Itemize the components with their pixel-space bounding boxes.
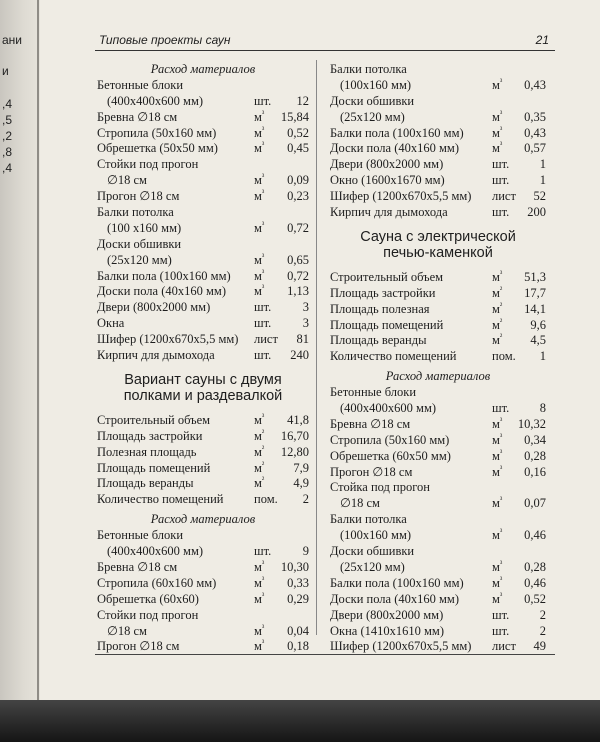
item-value: 52	[533, 189, 546, 204]
item-unit: $м^{^3}$	[492, 495, 503, 511]
item-unit: $м^{^3}$	[492, 108, 503, 124]
item-unit: $м^{^2}$	[254, 459, 265, 475]
item-unit: $м^{^3}$	[492, 527, 503, 543]
item-value: 0,09	[287, 173, 309, 188]
table-row	[330, 141, 546, 157]
item-unit: $м^{^2}$	[492, 316, 503, 332]
item-name: Площадь полезная	[330, 301, 430, 316]
materials-list	[330, 62, 546, 221]
item-name: Количество помещений	[97, 492, 224, 507]
item-name: Доски обшивки	[330, 544, 415, 559]
item-value: 0,43	[524, 125, 546, 140]
item-value: 9	[302, 544, 309, 559]
item-name: Бетонные блоки	[330, 385, 417, 400]
item-value: 3	[302, 300, 309, 315]
item-value: 12	[296, 93, 309, 108]
item-unit: пом.	[492, 349, 516, 364]
item-value: 16,70	[280, 428, 309, 443]
item-value: 0,29	[287, 591, 309, 606]
item-value: 0,52	[524, 591, 546, 606]
table-row	[97, 157, 309, 173]
section-title: Расход материалов	[150, 62, 256, 76]
section-title: Расход материалов	[150, 512, 256, 527]
item-name: Стойки под прогон	[97, 607, 199, 622]
materials-list	[97, 78, 309, 364]
item-name: (400х400х600 мм)	[340, 401, 437, 416]
item-unit: $м^{^3}$	[254, 590, 265, 606]
scan-background	[0, 700, 600, 742]
item-value: 0,16	[524, 464, 546, 479]
table-row	[97, 173, 309, 189]
item-unit: $м^{^3}$	[492, 447, 503, 463]
table-row	[330, 126, 546, 142]
table-row	[97, 237, 309, 253]
item-unit: $м^{^3}$	[492, 268, 503, 284]
item-unit: шт.	[492, 401, 510, 416]
item-value: 0,46	[524, 575, 546, 590]
item-unit: $м^{^3}$	[254, 574, 265, 590]
item-value: 2	[539, 607, 546, 622]
item-value: 14,1	[524, 301, 546, 316]
running-header	[95, 32, 555, 51]
table-row	[97, 476, 309, 492]
item-value: 9,6	[530, 317, 546, 332]
item-value: 0,43	[524, 77, 546, 92]
table-row	[97, 576, 309, 592]
item-value: 3	[302, 316, 309, 331]
item-unit: $м^{^3}$	[492, 590, 503, 606]
item-unit: $м^{^3}$	[492, 140, 503, 156]
item-name: Шифер (1200х670х5,5 мм)	[97, 332, 239, 347]
item-name: Стропила (50х160 мм)	[97, 125, 217, 140]
item-name: Окна	[97, 316, 125, 331]
footer-rule	[95, 654, 555, 655]
page-number: 21	[535, 33, 549, 47]
item-unit: $м^{^2}$	[254, 427, 265, 443]
table-row	[330, 544, 546, 560]
item-name: Балки потолка	[330, 512, 407, 527]
table-row	[97, 413, 309, 429]
item-name: Бревна ∅18 см	[97, 559, 178, 574]
item-value: 2	[539, 623, 546, 638]
item-name: Балки пола (100х160 мм)	[330, 125, 464, 140]
item-unit: $м^{^3}$	[492, 431, 503, 447]
item-name: (400х400х600 мм)	[107, 544, 204, 559]
table-row	[330, 189, 546, 205]
item-name: Балки потолка	[330, 62, 407, 76]
table-row	[97, 141, 309, 157]
item-unit: $м^{^2}$	[492, 284, 503, 300]
item-value: 8	[539, 401, 546, 416]
table-row	[97, 269, 309, 285]
table-row	[330, 576, 546, 592]
item-name: (25х120 мм)	[340, 109, 405, 124]
item-value: 0,72	[287, 268, 309, 283]
table-row	[330, 302, 546, 318]
item-value: 49	[533, 639, 546, 654]
item-value: 0,46	[524, 528, 546, 543]
item-value: 0,23	[287, 189, 309, 204]
section-heading	[330, 229, 546, 262]
table-row	[330, 433, 546, 449]
table-row	[330, 417, 546, 433]
item-value: 0,28	[524, 448, 546, 463]
item-name: Окна (1410х1610 мм)	[330, 623, 444, 638]
item-unit: $м^{^3}$	[254, 187, 265, 204]
item-name: Стойка под прогон	[330, 480, 430, 495]
item-name: Окно (1600х1670 мм)	[330, 173, 445, 188]
margin-fragment: ани	[2, 33, 23, 47]
item-name: Стропила (60х160 мм)	[97, 575, 217, 590]
previous-page-edge	[0, 0, 40, 706]
table-row	[330, 94, 546, 110]
item-unit: шт.	[492, 157, 510, 172]
item-unit: шт.	[254, 93, 272, 108]
materials-list	[330, 385, 546, 655]
table-row	[97, 492, 309, 508]
table-row	[97, 253, 309, 269]
item-name: Площадь застройки	[330, 285, 436, 300]
item-unit: $м^{^3}$	[492, 76, 503, 92]
item-unit: $м^{^2}$	[254, 443, 265, 459]
table-row	[97, 205, 309, 221]
item-name: ∅18 см	[107, 173, 147, 188]
item-value: 2	[302, 492, 309, 507]
table-row	[97, 429, 309, 445]
table-row	[97, 300, 309, 316]
item-value: 1	[539, 349, 546, 364]
item-value: 0,28	[524, 559, 546, 574]
running-title: Типовые проекты саун	[99, 33, 231, 47]
item-unit: шт.	[254, 348, 272, 363]
table-row	[97, 332, 309, 348]
item-name: Доски обшивки	[330, 93, 415, 108]
table-row	[330, 512, 546, 528]
item-name: Бревна ∅18 см	[330, 416, 411, 431]
table-row	[330, 62, 546, 78]
table-row	[330, 639, 546, 655]
item-name: Бетонные блоки	[97, 528, 184, 543]
item-value: 1,13	[287, 284, 309, 299]
heading-line: полками и раздевалкой	[123, 388, 283, 405]
item-unit: $м^{^3}$	[254, 411, 265, 427]
table-row	[97, 445, 309, 461]
table-row	[97, 221, 309, 237]
table-row	[97, 592, 309, 608]
margin-fragment: ,8	[2, 145, 13, 159]
item-value: 7,9	[293, 460, 309, 475]
column-divider	[316, 60, 317, 635]
item-name: Количество помещений	[330, 349, 457, 364]
item-name: Балки пола (100х160 мм)	[330, 575, 464, 590]
item-name: Обрешетка (60х60)	[97, 591, 199, 606]
item-value: 0,65	[287, 252, 309, 267]
table-row	[330, 157, 546, 173]
item-value: 4,9	[293, 476, 309, 491]
heading-line: Сауна с электрической	[360, 228, 516, 245]
table-row	[330, 480, 546, 496]
item-name: Прогон ∅18 см	[97, 639, 180, 654]
item-unit: $м^{^2}$	[492, 332, 503, 348]
item-name: Обрешетка (50х50 мм)	[97, 141, 218, 156]
item-name: (25х120 мм)	[340, 559, 405, 574]
item-name: Полезная площадь	[97, 444, 197, 459]
item-value: 200	[527, 205, 546, 220]
item-value: 0,04	[287, 623, 309, 638]
item-name: ∅18 см	[340, 496, 380, 511]
item-name: Площадь веранды	[97, 476, 194, 491]
table-row	[97, 94, 309, 110]
item-value: 12,80	[280, 444, 309, 459]
item-value: 15,84	[280, 109, 309, 124]
table-row	[330, 624, 546, 640]
table-row	[97, 608, 309, 624]
item-name: Кирпич для дымохода	[97, 348, 215, 363]
item-unit: $м^{^3}$	[492, 558, 503, 574]
table-row	[330, 318, 546, 334]
item-name: Площадь помещений	[330, 317, 444, 332]
item-value: 0,72	[287, 220, 309, 235]
item-unit: $м^{^3}$	[254, 267, 265, 283]
item-unit: $м^{^3}$	[492, 415, 503, 431]
item-name: (400х400х600 мм)	[107, 93, 204, 108]
table-row	[97, 189, 309, 205]
table-row	[330, 465, 546, 481]
table-row	[330, 496, 546, 512]
item-unit: лист	[492, 639, 516, 654]
item-name: (25х120 мм)	[107, 252, 172, 267]
table-row	[97, 126, 309, 142]
item-value: 0,52	[287, 125, 309, 140]
item-unit: $м^{^3}$	[254, 558, 265, 574]
item-value: 1	[539, 157, 546, 172]
table-row	[330, 78, 546, 94]
item-name: Доски обшивки	[97, 236, 182, 251]
item-unit: $м^{^3}$	[254, 124, 265, 140]
item-unit: $м^{^3}$	[254, 140, 265, 156]
item-value: 240	[290, 348, 309, 363]
item-value: 4,5	[530, 333, 546, 348]
item-unit: $м^{^2}$	[492, 300, 503, 316]
item-value: 0,07	[524, 496, 546, 511]
item-unit: $м^{^3}$	[492, 463, 503, 479]
table-row	[97, 461, 309, 477]
item-name: (100 х160 мм)	[107, 220, 182, 235]
table-row	[330, 592, 546, 608]
item-unit: шт.	[254, 544, 272, 559]
item-name: Прогон ∅18 см	[97, 189, 180, 204]
table-row	[330, 401, 546, 417]
item-unit: $м^{^3}$	[492, 574, 503, 590]
item-unit: шт.	[492, 607, 510, 622]
item-unit: шт.	[254, 316, 272, 331]
table-row	[97, 78, 309, 94]
item-value: 41,8	[287, 412, 309, 427]
table-row	[330, 528, 546, 544]
table-row	[330, 270, 546, 286]
materials-list	[97, 528, 309, 655]
item-value: 10,30	[280, 559, 309, 574]
margin-fragment: ,4	[2, 161, 13, 175]
item-name: Балки пола (100х160 мм)	[97, 268, 231, 283]
item-value: 0,45	[287, 141, 309, 156]
item-unit: $м^{^3}$	[254, 622, 265, 638]
table-row	[97, 544, 309, 560]
item-value: 51,3	[524, 269, 546, 284]
item-unit: лист	[254, 332, 278, 347]
item-value: 0,34	[524, 432, 546, 447]
item-name: Площадь веранды	[330, 333, 427, 348]
heading-line: печью-каменкой	[383, 245, 493, 262]
item-name: Доски пола (40х160 мм)	[330, 141, 459, 156]
item-value: 0,18	[287, 639, 309, 654]
margin-fragment: ,2	[2, 129, 13, 143]
item-value: 17,7	[524, 285, 546, 300]
margin-fragment: ,5	[2, 113, 13, 127]
right-column	[330, 62, 546, 655]
item-name: Бетонные блоки	[97, 77, 184, 92]
item-name: (100х160 мм)	[340, 77, 412, 92]
table-row	[97, 284, 309, 300]
item-name: ∅18 см	[107, 623, 147, 638]
item-name: Доски пола (40х160 мм)	[330, 591, 459, 606]
table-row	[330, 205, 546, 221]
item-name: Стойки под прогон	[97, 157, 199, 172]
table-row	[330, 333, 546, 349]
item-unit: шт.	[492, 173, 510, 188]
table-row	[97, 348, 309, 364]
item-value: 0,57	[524, 141, 546, 156]
item-unit: пом.	[254, 492, 278, 507]
item-name: Строительный объем	[97, 412, 211, 427]
item-name: Обрешетка (60х50 мм)	[330, 448, 451, 463]
specs-list	[97, 413, 309, 508]
margin-fragment: ,4	[2, 97, 13, 111]
table-row	[330, 449, 546, 465]
item-unit: шт.	[492, 623, 510, 638]
table-row	[97, 110, 309, 126]
item-unit: $м^{^3}$	[254, 638, 265, 654]
item-value: 1	[539, 173, 546, 188]
table-row	[330, 560, 546, 576]
item-name: Доски пола (40х160 мм)	[97, 284, 226, 299]
margin-fragment: и	[2, 64, 9, 78]
item-name: Кирпич для дымохода	[330, 205, 448, 220]
item-unit: лист	[492, 189, 516, 204]
heading-line: Вариант сауны с двумя	[124, 371, 282, 388]
item-unit: $м^{^2}$	[254, 475, 265, 491]
item-name: Строительный объем	[330, 269, 444, 284]
item-value: 0,35	[524, 109, 546, 124]
table-row	[330, 173, 546, 189]
table-row	[97, 560, 309, 576]
item-unit: $м^{^3}$	[492, 124, 503, 140]
item-unit: шт.	[492, 205, 510, 220]
item-name: Бревна ∅18 см	[97, 109, 178, 124]
item-name: Стропила (50х160 мм)	[330, 432, 450, 447]
item-name: Двери (800х2000 мм)	[330, 157, 444, 172]
item-name: Прогон ∅18 см	[330, 464, 413, 479]
item-value: 10,32	[517, 416, 546, 431]
section-heading	[97, 372, 309, 405]
page-fold-line	[37, 0, 39, 706]
item-name: Двери (800х2000 мм)	[97, 300, 211, 315]
item-unit: $м^{^3}$	[254, 251, 265, 267]
item-unit: $м^{^3}$	[254, 219, 265, 235]
table-row	[330, 286, 546, 302]
specs-list	[330, 270, 546, 365]
table-row	[330, 349, 546, 365]
item-unit: $м^{^3}$	[254, 172, 265, 188]
table-row	[97, 316, 309, 332]
table-row	[330, 110, 546, 126]
item-name: Шифер (1200х670х5,5 мм)	[330, 189, 472, 204]
table-row	[330, 385, 546, 401]
table-row	[330, 608, 546, 624]
item-name: Балки потолка	[97, 205, 174, 220]
item-unit: $м^{^3}$	[254, 108, 265, 124]
section-title: Расход материалов	[385, 369, 491, 384]
item-name: Двери (800х2000 мм)	[330, 607, 444, 622]
item-value: 0,33	[287, 575, 309, 590]
item-name: Шифер (1200х670х5,5 мм)	[330, 639, 472, 654]
table-row	[97, 639, 309, 655]
left-column	[97, 62, 309, 655]
item-name: (100х160 мм)	[340, 528, 412, 543]
item-unit: $м^{^3}$	[254, 283, 265, 299]
item-name: Площадь застройки	[97, 428, 203, 443]
table-row	[97, 624, 309, 640]
item-value: 81	[296, 332, 309, 347]
item-name: Площадь помещений	[97, 460, 211, 475]
table-row	[97, 528, 309, 544]
item-unit: шт.	[254, 300, 272, 315]
